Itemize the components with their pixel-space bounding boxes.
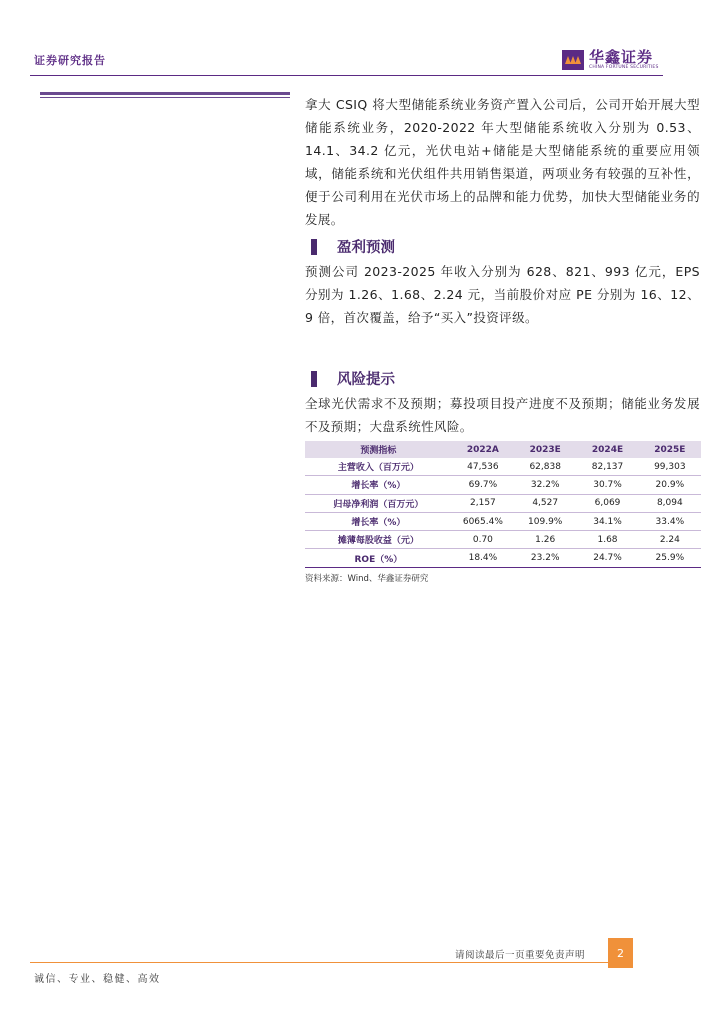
- table-cell: 47,536: [452, 458, 514, 476]
- footer-motto: 诚信、专业、稳健、高效: [34, 974, 161, 985]
- sidebar-divider-thin: [40, 97, 290, 98]
- table-row-label: 增长率（%）: [305, 476, 452, 494]
- table-cell: 24.7%: [576, 549, 638, 567]
- risk-heading: [305, 368, 700, 389]
- table-cell: 30.7%: [576, 476, 638, 494]
- page-number: 2: [608, 938, 633, 968]
- table-row-label: ROE（%）: [305, 549, 452, 567]
- disclaimer-note: 请阅读最后一页重要免责声明: [455, 950, 586, 961]
- table-cell: 6065.4%: [452, 512, 514, 530]
- table-cell: 2.24: [639, 531, 701, 549]
- table-cell: 69.7%: [452, 476, 514, 494]
- table-cell: 18.4%: [452, 549, 514, 567]
- table-source: 资料来源：Wind、华鑫证券研究: [305, 574, 429, 584]
- table-row: [305, 531, 701, 549]
- table-header-cell: 2022A: [452, 441, 514, 458]
- table-row-label: 摊薄每股收益（元）: [305, 531, 452, 549]
- table-cell: 20.9%: [639, 476, 701, 494]
- section-bar-icon: [311, 239, 317, 255]
- logo-name: 华鑫证券: [589, 48, 654, 66]
- table-row: [305, 476, 701, 494]
- table-header-row: [305, 441, 701, 458]
- table-header-cell: 2024E: [576, 441, 638, 458]
- table-row: [305, 458, 701, 476]
- forecast-heading: [305, 236, 700, 257]
- table-cell: 0.70: [452, 531, 514, 549]
- table-row-label: 增长率（%）: [305, 512, 452, 530]
- table-row: [305, 494, 701, 512]
- table-cell: 109.9%: [514, 512, 576, 530]
- header-rule: [30, 75, 663, 76]
- risk-heading-text: 风险提示: [337, 372, 395, 388]
- table-cell: 23.2%: [514, 549, 576, 567]
- table-cell: 1.68: [576, 531, 638, 549]
- table-cell: 6,069: [576, 494, 638, 512]
- forecast-heading-text: 盈利预测: [337, 240, 395, 256]
- table-cell: 2,157: [452, 494, 514, 512]
- table-cell: 34.1%: [576, 512, 638, 530]
- risk-paragraph: 全球光伏需求不及预期；募投项目投产进度不及预期；储能业务发展不及预期；大盘系统性风险。: [305, 396, 700, 434]
- table-cell: 4,527: [514, 494, 576, 512]
- table-cell: 82,137: [576, 458, 638, 476]
- table-cell: 33.4%: [639, 512, 701, 530]
- table-header-cell: 2023E: [514, 441, 576, 458]
- report-header-title: 证券研究报告: [34, 54, 106, 67]
- forecast-paragraph: 预测公司 2023-2025 年收入分别为 628、821、993 亿元，EPS 分别为 1.26、1.68、2.24 元，当前股价对应 PE 分别为 16、12、9 倍，首次覆盖，给予“买入”投资评级。: [305, 264, 700, 325]
- table-row: [305, 549, 701, 567]
- table-row-label: 归母净利润（百万元）: [305, 494, 452, 512]
- hx-logo-mark-icon: [562, 50, 584, 70]
- table-row: [305, 512, 701, 530]
- footer-rule: [30, 962, 608, 963]
- table-cell: 1.26: [514, 531, 576, 549]
- table-cell: 32.2%: [514, 476, 576, 494]
- section-bar-icon: [311, 371, 317, 387]
- table-header-cell: 预测指标: [305, 441, 452, 458]
- table-cell: 62,838: [514, 458, 576, 476]
- forecast-table: [305, 441, 701, 568]
- intro-paragraph: 拿大 CSIQ 将大型储能系统业务资产置入公司后，公司开始开展大型储能系统业务，2020-2022 年大型储能系统收入分别为 0.53、14.1、34.2 亿元，光伏电站+储能是大型储能系统的重要应用领域，储能系统和光伏组件共用销售渠道，两项业务有较强的互补性，便于公司利用在光伏市场上的品牌和能力优势，加快大型储能业务的发展。: [305, 97, 700, 227]
- table-header-cell: 2025E: [639, 441, 701, 458]
- logo: [562, 47, 659, 73]
- logo-english: CHINA FORTUNE SECURITIES: [589, 65, 659, 70]
- sidebar-divider: [40, 92, 290, 95]
- table-row-label: 主营收入（百万元）: [305, 458, 452, 476]
- table-cell: 8,094: [639, 494, 701, 512]
- table-cell: 25.9%: [639, 549, 701, 567]
- table-cell: 99,303: [639, 458, 701, 476]
